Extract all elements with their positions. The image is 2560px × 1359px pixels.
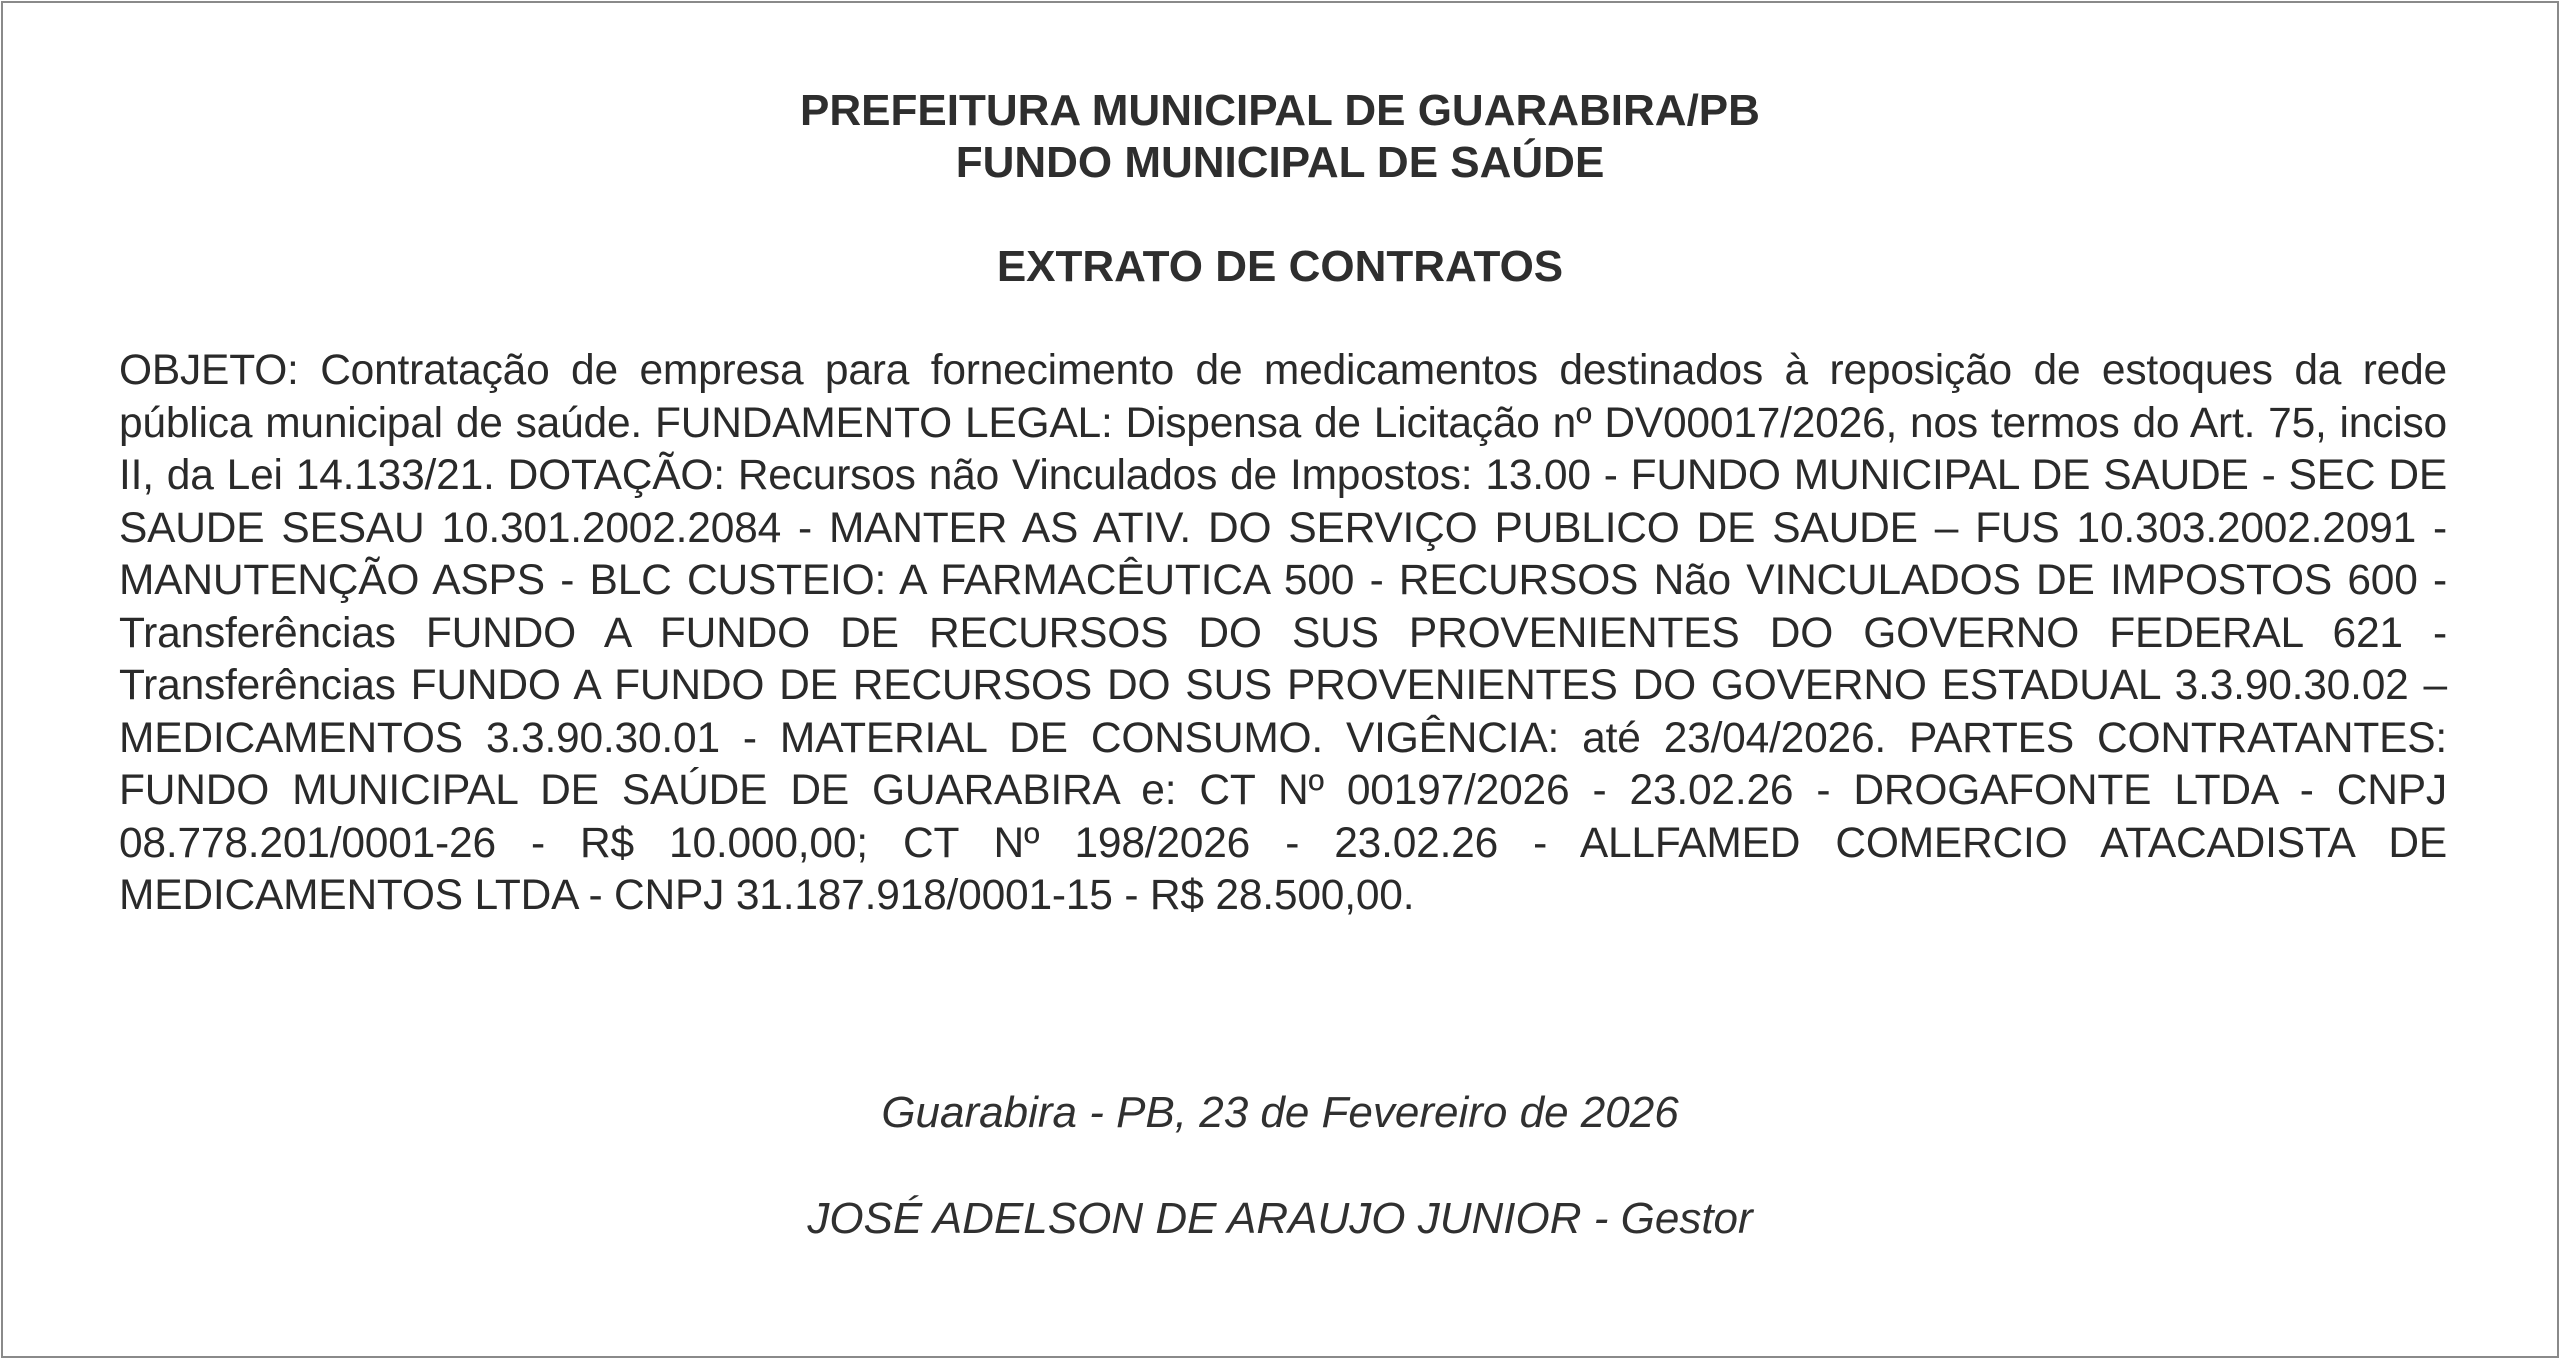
department-heading: FUNDO MUNICIPAL DE SAÚDE: [955, 138, 1605, 187]
signatory: JOSÉ ADELSON DE ARAUJO JUNIOR - Gestor: [807, 1194, 1753, 1243]
issuer-heading: PREFEITURA MUNICIPAL DE GUARABIRA/PB: [800, 86, 1760, 135]
place-and-date: Guarabira - PB, 23 de Fevereiro de 2026: [881, 1088, 1679, 1137]
contract-extract-body: OBJETO: Contratação de empresa para fornecimento de medicamentos destinados à reposição de estoques da rede pública municipal de saúde. FUNDAMENTO LEGAL: Dispensa de Licitação nº DV00017/2026, nos termos do Art. 75, inciso II, da Lei 14.133/21. DOTAÇÃO: Recursos não Vinculados de Impostos: 13.00 - FUNDO MUNICIPAL DE SAUDE - SEC DE SAUDE SESAU 10.301.2002.2084 - MANTER AS ATIV. DO SERVIÇO PUBLICO DE SAUDE – FUS 10.303.2002.2091 - MANUTENÇÃO ASPS - BLC CUSTEIO: A FARMACÊUTICA 500 - RECURSOS Não VINCULADOS DE IMPOSTOS 600 - Transferências FUNDO A FUNDO DE RECURSOS DO SUS PROVENIENTES DO GOVERNO FEDERAL 621 - Transferências FUNDO A FUNDO DE RECURSOS DO SUS PROVENIENTES DO GOVERNO ESTADUAL 3.3.90.30.02 – MEDICAMENTOS 3.3.90.30.01 - MATERIAL DE CONSUMO. VIGÊNCIA: até 23/04/2026. PARTES CONTRATANTES: FUNDO MUNICIPAL DE SAÚDE DE GUARABIRA e: CT Nº 00197/2026 - 23.02.26 - DROGAFONTE LTDA - CNPJ 08.778.201/0001-26 - R$ 10.000,00; CT Nº 198/2026 - 23.02.26 - ALLFAMED COMERCIO ATACADISTA DE MEDICAMENTOS LTDA - CNPJ 31.187.918/0001-15 - R$ 28.500,00.: [119, 347, 2447, 919]
document-frame: [1, 1, 2559, 1358]
document-title: EXTRATO DE CONTRATOS: [996, 242, 1564, 291]
